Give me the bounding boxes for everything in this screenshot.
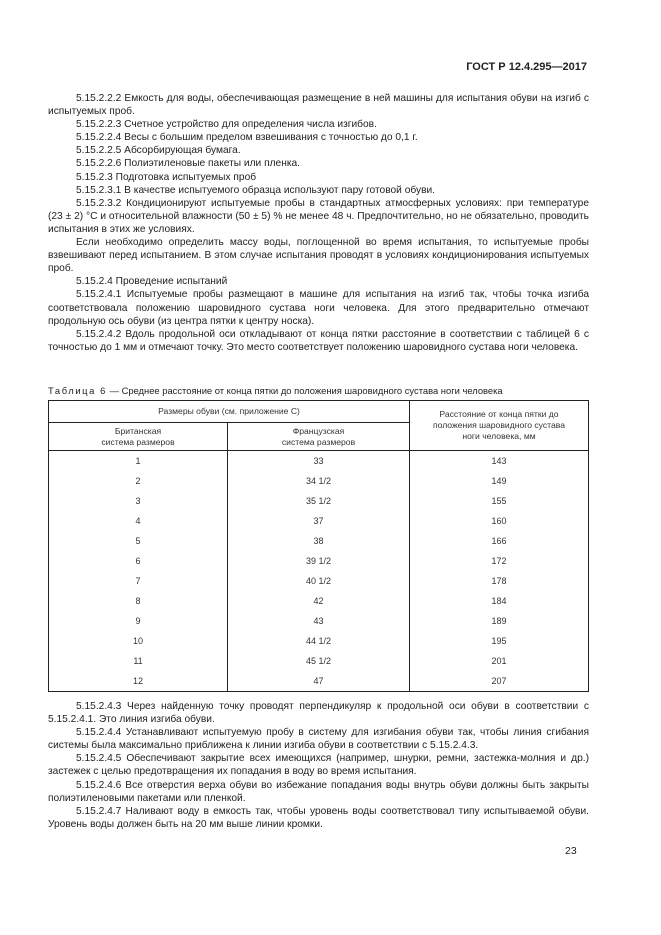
table-cell: 35 1/2 — [228, 491, 410, 511]
table-cell: 37 — [228, 511, 410, 531]
table-cell: 45 1/2 — [228, 651, 410, 671]
body-text-top — [48, 92, 589, 354]
paragraph: 5.15.2.3.1 В качестве испытуемого образца используют пару готовой обуви. — [76, 184, 436, 196]
paragraph: 5.15.2.2.4 Весы с большим пределом взвешивания с точностью до 0,1 г. — [76, 132, 418, 144]
table-cell: 4 — [49, 511, 228, 531]
table-row — [49, 551, 589, 571]
table-cell: 10 — [49, 631, 228, 651]
paragraph: 5.15.2.4.7 Наливают воду в емкость так, чтобы уровень воды соответствовал типу испытываемой обуви. Уровень воды должен быть на 20 мм выше линии кромки. — [48, 805, 589, 830]
group-header: Размеры обуви (см. приложение С) — [49, 401, 410, 423]
table-cell: 155 — [410, 491, 589, 511]
table-row — [49, 671, 589, 692]
table-cell: 47 — [228, 671, 410, 692]
table-cell: 34 1/2 — [228, 471, 410, 491]
table-cell: 172 — [410, 551, 589, 571]
paragraph: 5.15.2.3.2 Кондиционируют испытуемые пробы в стандартных атмосферных условиях: при температуре (23 ± 2) °С и относительной влажности (50 ± 5) % не менее 48 ч. Предпочтительно, но не обязательно, проводить испытания в этих же условиях. — [48, 197, 589, 235]
table-row — [49, 511, 589, 531]
table-row — [49, 591, 589, 611]
paragraph: 5.15.2.4 Проведение испытаний — [76, 276, 228, 288]
table-cell: 43 — [228, 611, 410, 631]
table-cell: 189 — [410, 611, 589, 631]
paragraph: 5.15.2.4.6 Все отверстия верха обуви во избежание попадания воды внутрь обуви должны быть закрыты полиэтиленовыми пакетами или пленкой. — [48, 779, 589, 804]
table-cell: 143 — [410, 451, 589, 472]
table-cell: 11 — [49, 651, 228, 671]
table-row — [49, 631, 589, 651]
col1-header: Британская система размеров — [49, 423, 228, 451]
table-cell: 2 — [49, 471, 228, 491]
table-cell: 44 1/2 — [228, 631, 410, 651]
table-row — [49, 611, 589, 631]
table-cell: 1 — [49, 451, 228, 472]
paragraph: 5.15.2.4.1 Испытуемые пробы размещают в машине для испытания на изгиб так, чтобы точка изгиба соответствовала положению шаровидного сустава ноги человека. Для этого предварительно отмечают продольную ось обуви (из центра пятки к центру носка). — [48, 289, 589, 327]
table-cell: 9 — [49, 611, 228, 631]
paragraph: 5.15.2.2.3 Счетное устройство для определения числа изгибов. — [76, 119, 377, 131]
paragraph: 5.15.2.3 Подготовка испытуемых проб — [76, 171, 257, 183]
table-cell: 3 — [49, 491, 228, 511]
table-cell: 160 — [410, 511, 589, 531]
paragraph: 5.15.2.2.6 Полиэтиленовые пакеты или пленка. — [76, 158, 300, 170]
paragraph: 5.15.2.4.5 Обеспечивают закрытие всех имеющихся (например, шнурки, ремни, застежка-молния и др.) застежек с целью предотвращения их попадания в воду во время испытания. — [48, 753, 589, 778]
table-caption-text: — Среднее расстояние от конца пятки до положения шаровидного сустава ноги человека — [106, 385, 503, 396]
paragraph: Если необходимо определить массу воды, поглощенной во время испытания, то испытуемые пробы взвешивают перед испытанием. В этом случае испытания проводят в условиях кондиционирования испытуемых проб. — [48, 237, 589, 275]
table-cell: 5 — [49, 531, 228, 551]
table-caption-label: Таблица 6 — [48, 385, 107, 396]
table-cell: 39 1/2 — [228, 551, 410, 571]
paragraph: 5.15.2.2.2 Емкость для воды, обеспечивающая размещение в ней машины для испытания обуви на изгиб с испытуемых проб. — [48, 93, 589, 118]
table-cell: 33 — [228, 451, 410, 472]
table-row — [49, 451, 589, 472]
table-caption — [48, 385, 503, 396]
col3-header: Расстояние от конца пятки до положения шаровидного сустава ноги человека, мм — [410, 401, 589, 451]
paragraph: 5.15.2.4.3 Через найденную точку проводят перпендикуляр к продольной оси обуви в соответствии с 5.15.2.4.1. Это линия изгиба обуви. — [48, 701, 589, 726]
table-cell: 195 — [410, 631, 589, 651]
table-cell: 207 — [410, 671, 589, 692]
paragraph: 5.15.2.2.5 Абсорбирующая бумага. — [76, 145, 241, 157]
table-row — [49, 571, 589, 591]
table-cell: 6 — [49, 551, 228, 571]
table-cell: 178 — [410, 571, 589, 591]
table-cell: 12 — [49, 671, 228, 692]
table-cell: 8 — [49, 591, 228, 611]
table-row — [49, 471, 589, 491]
paragraph: 5.15.2.4.2 Вдоль продольной оси откладывают от конца пятки расстояние в соответствии с таблицей 6 с точностью до 1 мм и отмечают точку. Это место соответствует положению шаровидного сустава ноги человека. — [48, 328, 589, 353]
table-row — [49, 531, 589, 551]
table-row — [49, 491, 589, 511]
table-row — [49, 651, 589, 671]
paragraph: 5.15.2.4.4 Устанавливают испытуемую пробу в систему для изгибания обуви так, чтобы линия сгибания системы была максимально приближена к линии изгиба обуви в соответствии с 5.15.2.4.3. — [48, 727, 589, 752]
table-cell: 201 — [410, 651, 589, 671]
table-cell: 40 1/2 — [228, 571, 410, 591]
table-cell: 149 — [410, 471, 589, 491]
standard-header: ГОСТ Р 12.4.295—2017 — [466, 61, 587, 73]
col2-header: Французская система размеров — [228, 423, 410, 451]
table-cell: 7 — [49, 571, 228, 591]
table-cell: 184 — [410, 591, 589, 611]
table-cell: 42 — [228, 591, 410, 611]
table-cell: 166 — [410, 531, 589, 551]
body-text-bottom — [48, 700, 589, 831]
table-cell: 38 — [228, 531, 410, 551]
distance-table — [48, 400, 589, 692]
page-number: 23 — [565, 845, 577, 857]
